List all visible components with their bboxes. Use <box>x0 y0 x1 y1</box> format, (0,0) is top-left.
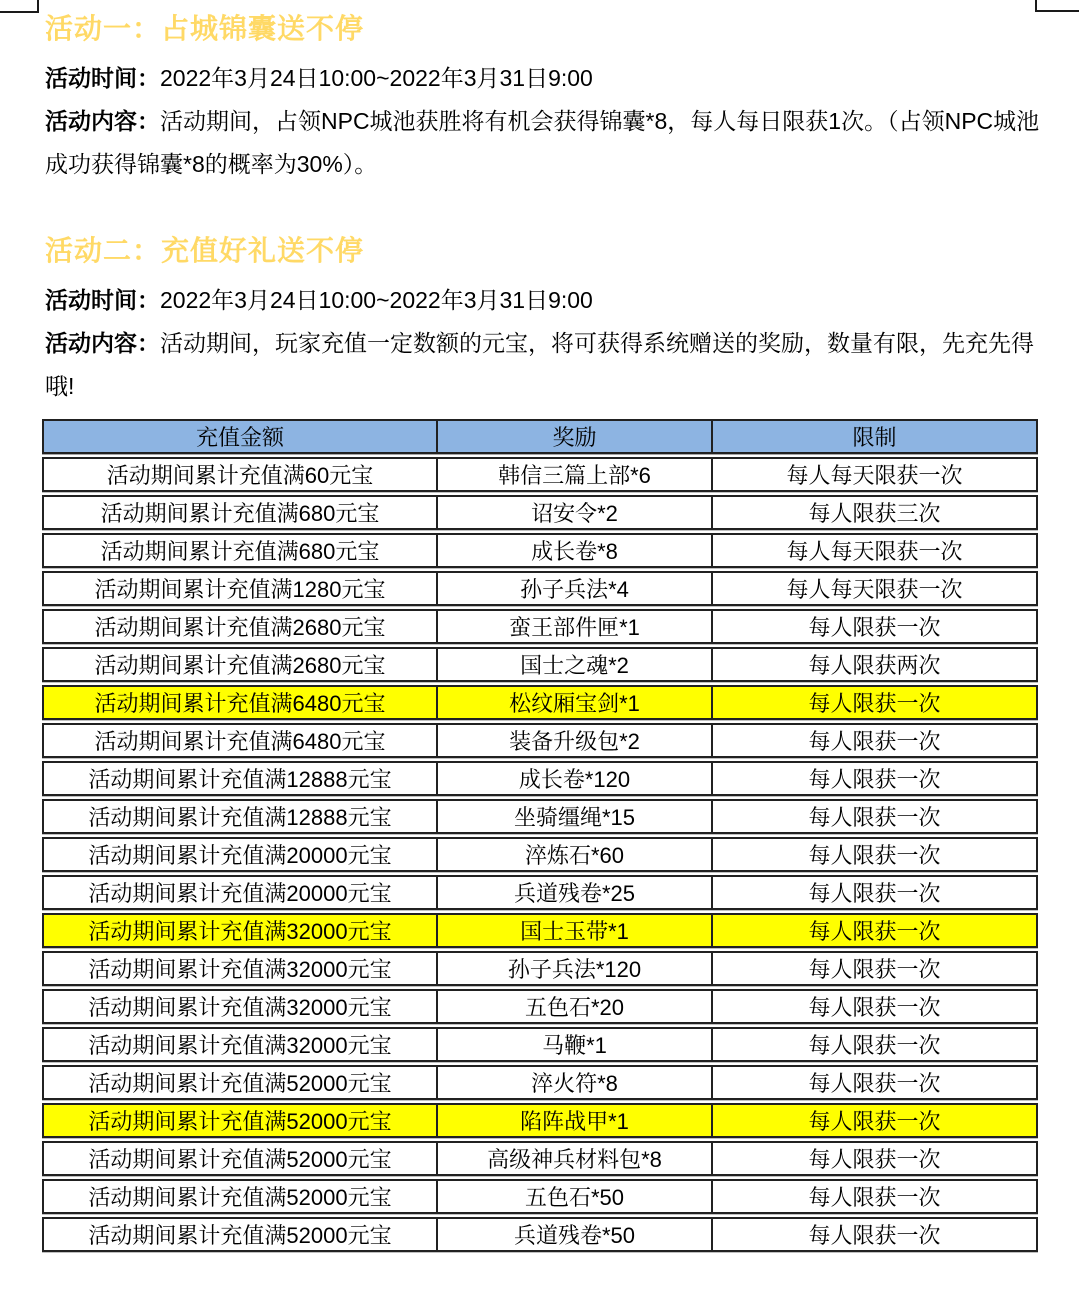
table-cell-amount: 活动期间累计充值满6480元宝 <box>42 685 438 720</box>
table-header-limit: 限制 <box>713 419 1038 454</box>
table-cell-reward: 蛮王部件匣*1 <box>438 609 713 644</box>
table-cell-amount: 活动期间累计充值满680元宝 <box>42 495 438 530</box>
activity1-content-value: 活动期间，占领NPC城池获胜将有机会获得锦囊*8，每人每日限获1次。（占领NPC城池成功获得锦囊*8的概率为30%）。 <box>45 108 1040 177</box>
table-cell-amount: 活动期间累计充值满680元宝 <box>42 533 438 568</box>
table-cell-limit: 每人限获一次 <box>713 761 1038 796</box>
table-cell-reward: 淬火符*8 <box>438 1065 713 1100</box>
table-row <box>42 1141 1038 1176</box>
table-cell-reward: 成长卷*8 <box>438 533 713 568</box>
table-cell-amount: 活动期间累计充值满32000元宝 <box>42 1027 438 1062</box>
table-cell-amount: 活动期间累计充值满20000元宝 <box>42 837 438 872</box>
table-row <box>42 457 1038 492</box>
table-row <box>42 799 1038 834</box>
table-row <box>42 609 1038 644</box>
table-cell-reward: 五色石*50 <box>438 1179 713 1214</box>
table-cell-amount: 活动期间累计充值满32000元宝 <box>42 989 438 1024</box>
table-cell-amount: 活动期间累计充值满6480元宝 <box>42 723 438 758</box>
table-cell-reward: 陷阵战甲*1 <box>438 1103 713 1138</box>
table-cell-limit: 每人限获三次 <box>713 495 1038 530</box>
activity2-time-line <box>45 279 1047 322</box>
table-cell-limit: 每人限获一次 <box>713 685 1038 720</box>
table-row <box>42 723 1038 758</box>
table-cell-limit: 每人限获一次 <box>713 1217 1038 1252</box>
activity1-content-line <box>45 100 1047 186</box>
table-row <box>42 533 1038 568</box>
table-cell-amount: 活动期间累计充值满32000元宝 <box>42 951 438 986</box>
table-row <box>42 913 1038 948</box>
activity1-title: 活动一：占城锦囊送不停 <box>45 13 365 44</box>
table-cell-amount: 活动期间累计充值满52000元宝 <box>42 1103 438 1138</box>
table-header-row <box>42 419 1038 454</box>
table-cell-reward: 坐骑缰绳*15 <box>438 799 713 834</box>
table-cell-amount: 活动期间累计充值满52000元宝 <box>42 1141 438 1176</box>
table-cell-reward: 成长卷*120 <box>438 761 713 796</box>
activity2-time-label: 活动时间： <box>45 287 160 313</box>
activity2-content-label: 活动内容： <box>45 330 160 356</box>
table-cell-limit: 每人限获一次 <box>713 1027 1038 1062</box>
activity1-content-label: 活动内容： <box>45 108 160 134</box>
table-cell-amount: 活动期间累计充值满12888元宝 <box>42 761 438 796</box>
table-row <box>42 951 1038 986</box>
table-cell-reward: 韩信三篇上部*6 <box>438 457 713 492</box>
activity2-content-value: 活动期间，玩家充值一定数额的元宝，将可获得系统赠送的奖励，数量有限，先充先得哦! <box>45 330 1034 399</box>
table-row <box>42 495 1038 530</box>
table-cell-limit: 每人每天限获一次 <box>713 457 1038 492</box>
table-cell-reward: 五色石*20 <box>438 989 713 1024</box>
table-cell-limit: 每人每天限获一次 <box>713 533 1038 568</box>
table-cell-reward: 松纹厢宝剑*1 <box>438 685 713 720</box>
table-row <box>42 875 1038 910</box>
activity2-time-value: 2022年3月24日10:00~2022年3月31日9:00 <box>160 287 593 313</box>
table-cell-limit: 每人限获一次 <box>713 951 1038 986</box>
table-cell-limit: 每人限获一次 <box>713 1103 1038 1138</box>
table-row <box>42 571 1038 606</box>
table-cell-limit: 每人限获一次 <box>713 609 1038 644</box>
table-row <box>42 1179 1038 1214</box>
table-header-amount: 充值金额 <box>42 419 438 454</box>
table-cell-limit: 每人限获一次 <box>713 913 1038 948</box>
cutoff-border-fragment-left <box>0 0 39 13</box>
cutoff-border-fragment-right <box>1035 0 1079 12</box>
rewards-table <box>42 416 1038 1255</box>
table-cell-amount: 活动期间累计充值满60元宝 <box>42 457 438 492</box>
table-cell-reward: 兵道残卷*50 <box>438 1217 713 1252</box>
table-cell-limit: 每人限获一次 <box>713 1065 1038 1100</box>
table-cell-limit: 每人限获一次 <box>713 989 1038 1024</box>
table-cell-reward: 国士之魂*2 <box>438 647 713 682</box>
table-cell-amount: 活动期间累计充值满20000元宝 <box>42 875 438 910</box>
rewards-table-wrap <box>42 416 1045 1255</box>
table-cell-reward: 诏安令*2 <box>438 495 713 530</box>
table-cell-limit: 每人每天限获一次 <box>713 571 1038 606</box>
table-row <box>42 685 1038 720</box>
table-cell-amount: 活动期间累计充值满52000元宝 <box>42 1179 438 1214</box>
table-cell-reward: 孙子兵法*120 <box>438 951 713 986</box>
table-cell-reward: 高级神兵材料包*8 <box>438 1141 713 1176</box>
reward-table-body <box>42 457 1038 1252</box>
activity1-time-label: 活动时间： <box>45 65 160 91</box>
table-row <box>42 989 1038 1024</box>
table-cell-amount: 活动期间累计充值满1280元宝 <box>42 571 438 606</box>
table-row <box>42 837 1038 872</box>
table-cell-amount: 活动期间累计充值满52000元宝 <box>42 1217 438 1252</box>
table-cell-limit: 每人限获一次 <box>713 1141 1038 1176</box>
table-cell-amount: 活动期间累计充值满2680元宝 <box>42 609 438 644</box>
table-row <box>42 1217 1038 1252</box>
table-cell-amount: 活动期间累计充值满2680元宝 <box>42 647 438 682</box>
table-cell-limit: 每人限获一次 <box>713 837 1038 872</box>
table-row <box>42 1065 1038 1100</box>
table-cell-limit: 每人限获一次 <box>713 799 1038 834</box>
table-cell-limit: 每人限获一次 <box>713 1179 1038 1214</box>
table-cell-limit: 每人限获两次 <box>713 647 1038 682</box>
table-cell-reward: 兵道残卷*25 <box>438 875 713 910</box>
table-cell-limit: 每人限获一次 <box>713 875 1038 910</box>
table-cell-amount: 活动期间累计充值满32000元宝 <box>42 913 438 948</box>
table-cell-reward: 马鞭*1 <box>438 1027 713 1062</box>
table-cell-reward: 装备升级包*2 <box>438 723 713 758</box>
section-gap <box>45 186 1045 234</box>
table-cell-reward: 淬炼石*60 <box>438 837 713 872</box>
table-cell-limit: 每人限获一次 <box>713 723 1038 758</box>
table-cell-reward: 孙子兵法*4 <box>438 571 713 606</box>
table-row <box>42 647 1038 682</box>
activity2-content-line <box>45 322 1047 408</box>
table-cell-amount: 活动期间累计充值满52000元宝 <box>42 1065 438 1100</box>
table-row <box>42 761 1038 796</box>
activity1-time-line <box>45 57 1047 100</box>
activity2-title: 活动二：充值好礼送不停 <box>45 235 365 266</box>
table-row <box>42 1027 1038 1062</box>
table-row <box>42 1103 1038 1138</box>
table-cell-amount: 活动期间累计充值满12888元宝 <box>42 799 438 834</box>
activity1-time-value: 2022年3月24日10:00~2022年3月31日9:00 <box>160 65 593 91</box>
table-header-reward: 奖励 <box>438 419 713 454</box>
table-cell-reward: 国士玉带*1 <box>438 913 713 948</box>
